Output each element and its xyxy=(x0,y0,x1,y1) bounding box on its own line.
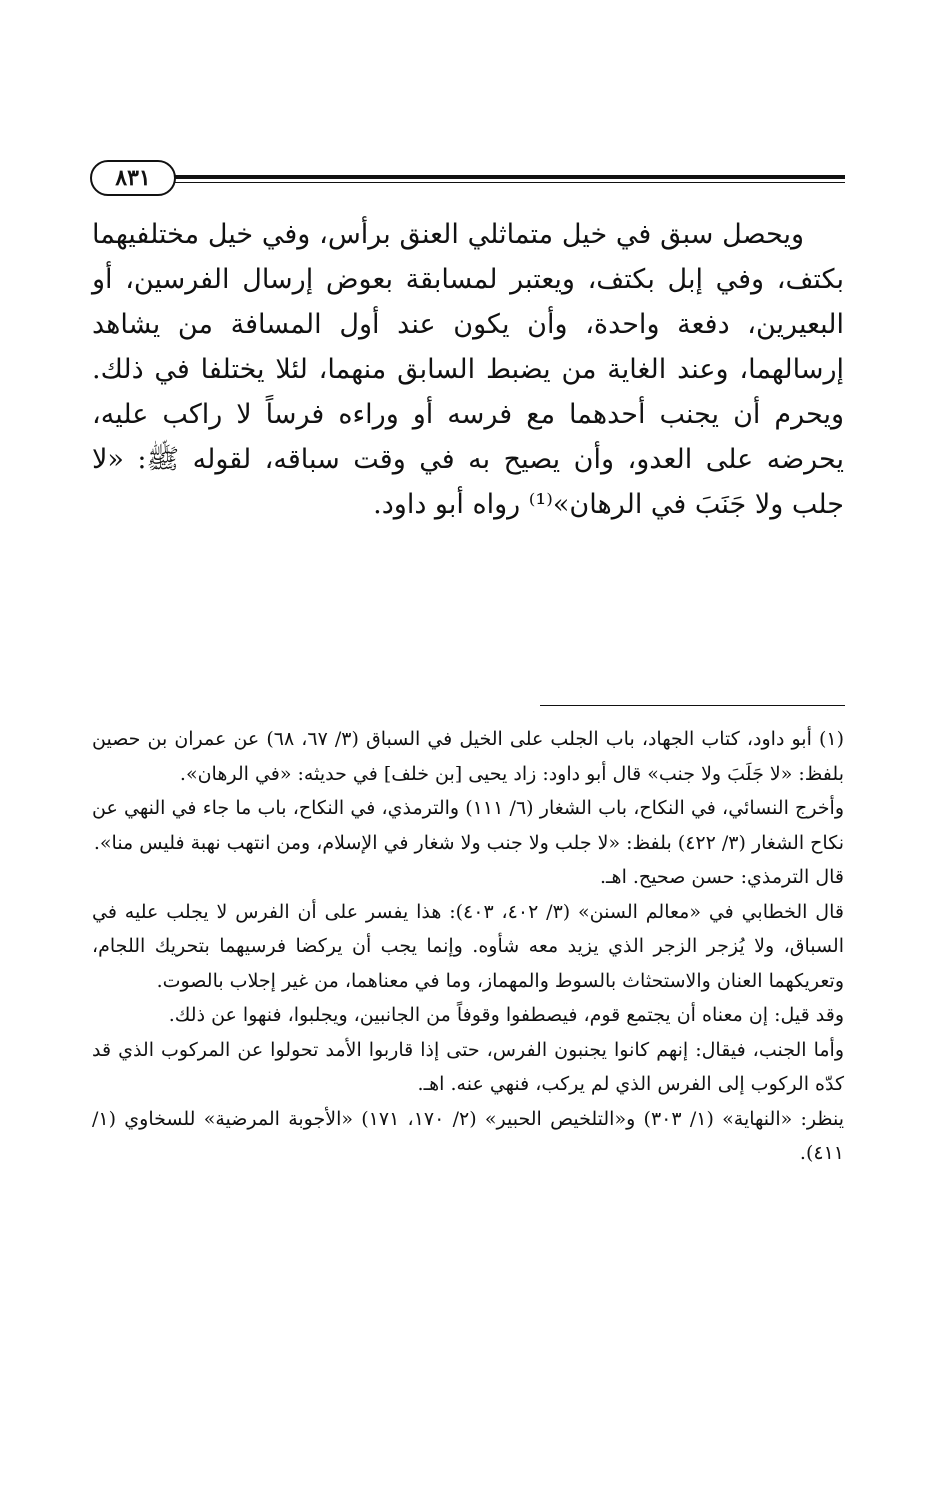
footnote-paragraph: ينظر: «النهاية» (١/ ٣٠٣) و«التلخيص الحبير» (٢/ ١٧٠، ١٧١) «الأجوبة المرضية» للسخاوي (١/ ٤١١). xyxy=(92,1107,844,1164)
footnotes xyxy=(92,722,844,1171)
footnote-paragraph: (١) أبو داود، كتاب الجهاد، باب الجلب على الخيل في السباق (٣/ ٦٧، ٦٨) عن عمران بن حصين بلفظ: «لا جَلَبَ ولا جنب» قال أبو داود: زاد يحيى [بن خلف] في حديثه: «في الرهان». xyxy=(92,728,844,785)
header-rule xyxy=(160,175,845,179)
footnote-paragraph: قال الخطابي في «معالم السنن» (٣/ ٤٠٢، ٤٠٣): هذا يفسر على أن الفرس لا يجلب عليه في السباق، ولا يُزجر الزجر الذي يزيد معه شأوه. وإنما يجب أن يركضا فرسيهما بتحريك اللجام، وتعريكهما العنان والاستحثاث بالسوط والمهماز، وما في معناهما، من غير إجلاب بالصوت. xyxy=(92,900,844,992)
page-header xyxy=(90,160,845,200)
page-number: ٨٣١ xyxy=(90,160,176,196)
footnote-separator xyxy=(540,705,845,706)
header-rule-thin xyxy=(168,182,845,183)
footnote-paragraph: وقد قيل: إن معناه أن يجتمع قوم، فيصطفوا وقوفاً من الجانبين، ويجلبوا، فنهوا عن ذلك. xyxy=(168,1004,844,1026)
footnote-paragraph: وأخرج النسائي، في النكاح، باب الشغار (٦/ ١١١) والترمذي، في النكاح، باب ما جاء في النهي عن نكاح الشغار (٣/ ٤٢٢) بلفظ: «لا جلب ولا جنب ولا شغار في الإسلام، ومن انتهب نهبة فليس منا». xyxy=(92,797,844,854)
footnote-paragraph: قال الترمذي: حسن صحيح. اهـ. xyxy=(599,866,844,888)
main-paragraph: ويحصل سبق في خيل متماثلي العنق برأس، وفي خيل مختلفيهما بكتف، وفي إبل بكتف، ويعتبر لمسابقة بعوض إرسال الفرسين، أو البعيرين، دفعة واحدة، وأن يكون عند أول المسافة من يشاهد إرسالهما، وعند الغاية من يضبط السابق منهما، لئلا يختلفا في ذلك. ويحرم أن يجنب أحدهما مع فرسه أو وراءه فرساً لا راكب عليه، يحرضه على العدو، وأن يصيح به في وقت سباقه، لقوله ﷺ: «لا جلب ولا جَنَبَ في الرهان»⁽¹⁾ رواه أبو داود. xyxy=(92,219,844,520)
footnote-paragraph: وأما الجنب، فيقال: إنهم كانوا يجنبون الفرس، حتى إذا قاربوا الأمد تحولوا عن المركوب الذي قد كدّه الركوب إلى الفرس الذي لم يركب، فنهي عنه. اهـ. xyxy=(92,1038,844,1095)
main-text xyxy=(92,212,844,527)
